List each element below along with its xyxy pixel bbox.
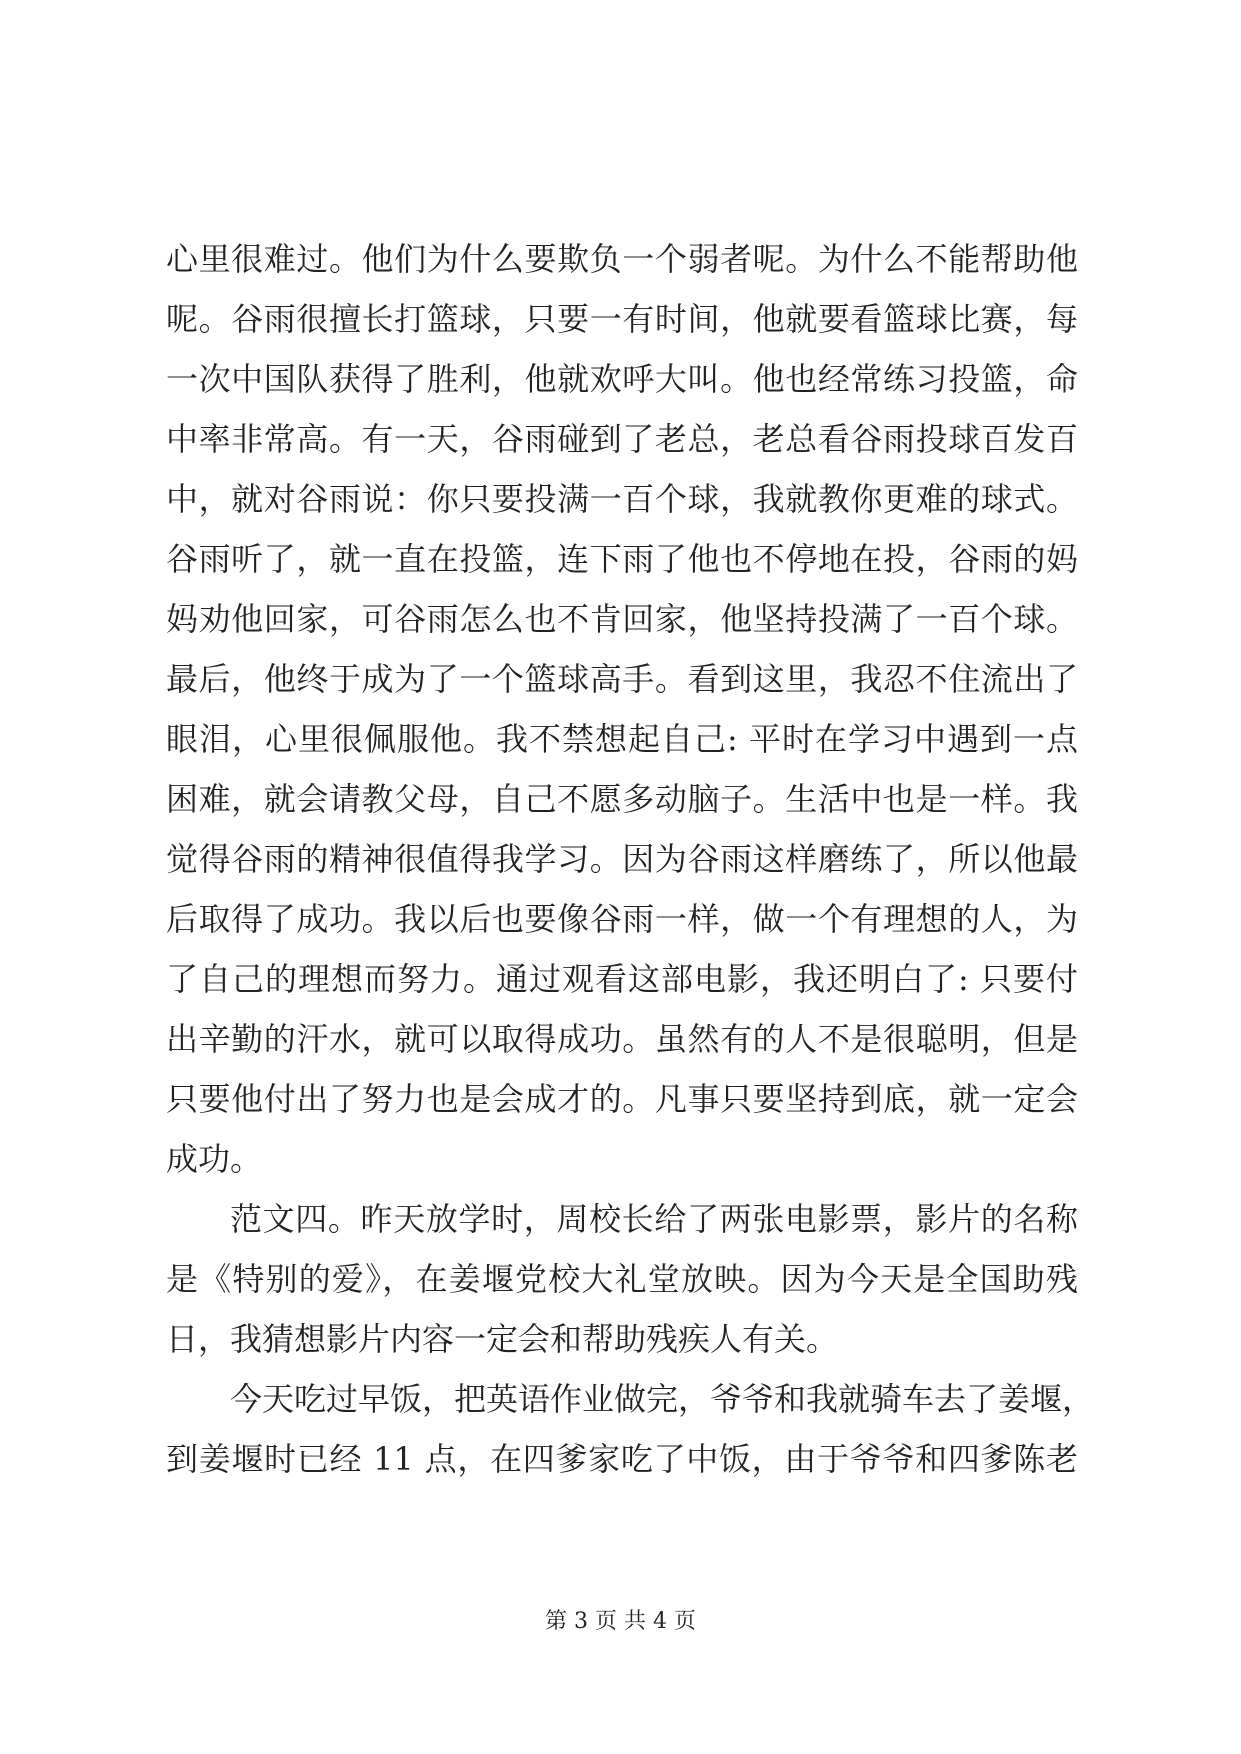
text-line: 出辛勤的汗水，就可以取得成功。虽然有的人不是很聪明，但是	[166, 1020, 1078, 1058]
text-line: 日，我猜想影片内容一定会和帮助残疾人有关。	[166, 1320, 839, 1358]
text-line: 是《特别的爱》，在姜堰党校大礼堂放映。因为今天是全国助残	[166, 1260, 1078, 1298]
text-line: 觉得谷雨的精神很值得我学习。因为谷雨这样磨练了，所以他最	[166, 840, 1078, 878]
text-line: 心里很难过。他们为什么要欺负一个弱者呢。为什么不能帮助他	[166, 240, 1078, 278]
text-line: 妈劝他回家，可谷雨怎么也不肯回家，他坚持投满了一百个球。	[166, 600, 1078, 638]
paragraph-start-line: 范文四。昨天放学时，周校长给了两张电影票，影片的名称	[230, 1200, 1078, 1238]
text-line: 最后，他终于成为了一个篮球高手。看到这里，我忍不住流出了	[166, 660, 1078, 698]
text-line: 了自己的理想而努力。通过观看这部电影，我还明白了: 只要付	[166, 960, 1078, 998]
document-body	[166, 229, 1095, 1489]
text-line: 只要他付出了努力也是会成才的。凡事只要坚持到底，就一定会	[166, 1080, 1078, 1118]
text-line: 困难，就会请教父母，自己不愿多动脑子。生活中也是一样。我	[166, 780, 1078, 818]
text-line: 中，就对谷雨说：你只要投满一百个球，我就教你更难的球式。	[166, 480, 1078, 518]
text-line: 眼泪，心里很佩服他。我不禁想起自己: 平时在学习中遇到一点	[166, 720, 1078, 758]
text-line: 到姜堰时已经 11 点，在四爹家吃了中饭，由于爷爷和四爹陈老	[166, 1440, 1078, 1478]
text-line: 中率非常高。有一天，谷雨碰到了老总，老总看谷雨投球百发百	[166, 420, 1078, 458]
paragraph-start-line: 今天吃过早饭，把英语作业做完，爷爷和我就骑车去了姜堰，	[230, 1380, 1095, 1418]
page-number-footer: 第 3 页 共 4 页	[545, 1609, 696, 1634]
text-line: 一次中国队获得了胜利，他就欢呼大叫。他也经常练习投篮，命	[166, 360, 1078, 398]
text-line: 谷雨听了，就一直在投篮，连下雨了他也不停地在投，谷雨的妈	[166, 540, 1078, 578]
text-line: 呢。谷雨很擅长打篮球，只要一有时间，他就要看篮球比赛，每	[166, 300, 1078, 338]
text-line: 后取得了成功。我以后也要像谷雨一样，做一个有理想的人，为	[166, 900, 1078, 938]
text-line: 成功。	[166, 1140, 263, 1178]
